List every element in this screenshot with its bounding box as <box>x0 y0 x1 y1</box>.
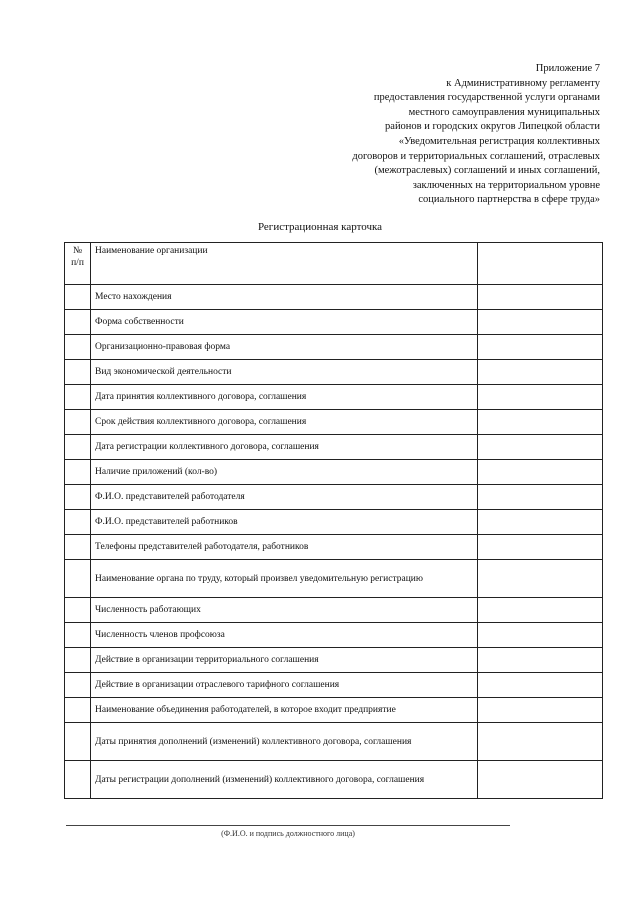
table-row <box>65 285 603 310</box>
number-cell <box>65 723 91 761</box>
table-row <box>65 360 603 385</box>
number-cell <box>65 698 91 723</box>
field-label: Численность членов профсоюза <box>91 623 478 648</box>
field-value-cell[interactable] <box>478 310 603 335</box>
table-row <box>65 723 603 761</box>
table-row <box>65 410 603 435</box>
field-value-cell[interactable] <box>478 285 603 310</box>
header-line: (межотраслевых) соглашений и иных соглашений, <box>374 165 600 177</box>
field-label: Наименование объединения работодателей, в которое входит предприятие <box>91 698 478 723</box>
field-label: Организационно-правовая форма <box>91 335 478 360</box>
table-row <box>65 243 603 285</box>
header-line: предоставления государственной услуги органами <box>373 92 600 104</box>
appendix-header <box>280 62 600 208</box>
field-value-cell[interactable] <box>478 360 603 385</box>
header-line: районов и городских округов Липецкой области <box>385 121 600 133</box>
field-label: Наличие приложений (кол-во) <box>91 460 478 485</box>
signature-line <box>66 825 510 826</box>
field-value-cell[interactable] <box>478 560 603 598</box>
field-label: Форма собственности <box>91 310 478 335</box>
field-value-cell[interactable] <box>478 243 603 285</box>
table-row <box>65 310 603 335</box>
table-row <box>65 761 603 799</box>
table-row <box>65 385 603 410</box>
field-label: Вид экономической деятельности <box>91 360 478 385</box>
table-row <box>65 510 603 535</box>
field-value-cell[interactable] <box>478 485 603 510</box>
card-title: Регистрационная карточка <box>257 221 383 233</box>
field-label: Наименование органа по труду, который произвел уведомительную регистрацию <box>91 560 478 598</box>
number-header: № п/п <box>65 243 91 285</box>
field-label: Ф.И.О. представителей работодателя <box>91 485 478 510</box>
table-row <box>65 623 603 648</box>
field-value-cell[interactable] <box>478 723 603 761</box>
field-label: Дата принятия коллективного договора, соглашения <box>91 385 478 410</box>
number-cell <box>65 535 91 560</box>
number-cell <box>65 598 91 623</box>
field-label: Наименование организации <box>91 243 478 285</box>
field-value-cell[interactable] <box>478 435 603 460</box>
number-cell <box>65 385 91 410</box>
table-row <box>65 485 603 510</box>
table-row <box>65 598 603 623</box>
number-cell <box>65 761 91 799</box>
field-value-cell[interactable] <box>478 535 603 560</box>
field-value-cell[interactable] <box>478 673 603 698</box>
number-cell <box>65 435 91 460</box>
header-line: к Административному регламенту <box>446 77 600 89</box>
field-value-cell[interactable] <box>478 510 603 535</box>
field-value-cell[interactable] <box>478 460 603 485</box>
field-value-cell[interactable] <box>478 335 603 360</box>
number-cell <box>65 485 91 510</box>
field-label: Дата регистрации коллективного договора, соглашения <box>91 435 478 460</box>
number-cell <box>65 623 91 648</box>
table-row <box>65 460 603 485</box>
number-cell <box>65 360 91 385</box>
number-cell <box>65 310 91 335</box>
field-value-cell[interactable] <box>478 410 603 435</box>
number-cell <box>65 673 91 698</box>
field-value-cell[interactable] <box>478 761 603 799</box>
registration-table <box>64 242 603 799</box>
field-label: Действие в организации отраслевого тарифного соглашения <box>91 673 478 698</box>
table-row <box>65 673 603 698</box>
field-label: Даты принятия дополнений (изменений) коллективного договора, соглашения <box>91 723 478 761</box>
field-label: Ф.И.О. представителей работников <box>91 510 478 535</box>
table-row <box>65 335 603 360</box>
table-row <box>65 560 603 598</box>
field-label: Действие в организации территориального соглашения <box>91 648 478 673</box>
field-label: Телефоны представителей работодателя, работников <box>91 535 478 560</box>
number-cell <box>65 510 91 535</box>
field-value-cell[interactable] <box>478 385 603 410</box>
number-cell <box>65 285 91 310</box>
header-line: социального партнерства в сфере труда» <box>418 194 600 206</box>
header-line: договоров и территориальных соглашений, отраслевых <box>352 150 600 162</box>
signature-caption: (Ф.И.О. и подпись должностного лица) <box>221 829 355 838</box>
header-line: Приложение 7 <box>535 63 600 74</box>
number-cell <box>65 648 91 673</box>
number-cell <box>65 335 91 360</box>
field-value-cell[interactable] <box>478 698 603 723</box>
field-label: Срок действия коллективного договора, соглашения <box>91 410 478 435</box>
header-line: местного самоуправления муниципальных <box>408 106 600 118</box>
field-value-cell[interactable] <box>478 648 603 673</box>
table-row <box>65 698 603 723</box>
table-row <box>65 535 603 560</box>
field-value-cell[interactable] <box>478 598 603 623</box>
field-label: Даты регистрации дополнений (изменений) коллективного договора, соглашения <box>91 761 478 799</box>
number-cell <box>65 560 91 598</box>
header-line: заключенных на территориальном уровне <box>412 179 600 191</box>
number-cell <box>65 460 91 485</box>
table-row <box>65 648 603 673</box>
header-line: «Уведомительная регистрация коллективных <box>398 135 600 147</box>
field-label: Численность работающих <box>91 598 478 623</box>
field-label: Место нахождения <box>91 285 478 310</box>
field-value-cell[interactable] <box>478 623 603 648</box>
number-cell <box>65 410 91 435</box>
table-row <box>65 435 603 460</box>
